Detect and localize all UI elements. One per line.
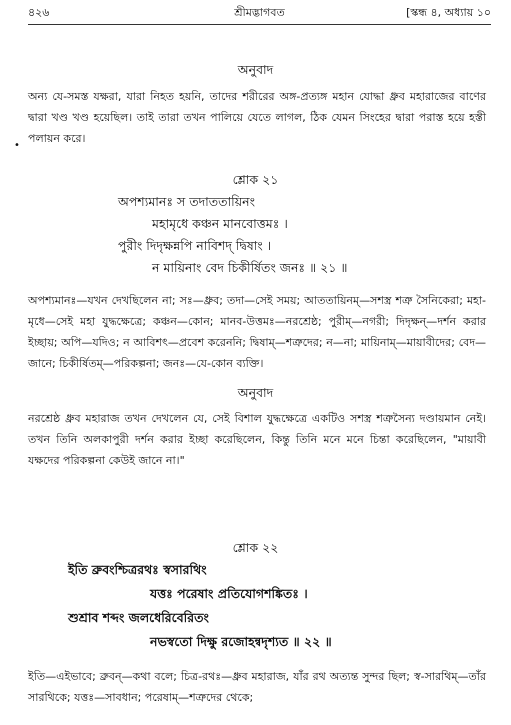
- verse-21-translation: নরশ্রেষ্ঠ ধ্রুব মহারাজ তখন দেখলেন যে, সেই বিশাল যুদ্ধক্ষেত্রে একটিও সশস্ত্র শত্রুসৈন্য দণ্ডায়মান নেই। তখন তিনি অলকাপুরী দর্শন করার ইচ্ছা করেছিলেন, কিন্তু তিনি মনে মনে চিন্তা করেছিলেন, "মায়াবী যক্ষদের পরিকল্পনা কেউই জানে না।": [28, 412, 486, 467]
- verse-22-line-1: ইতি ব্রুবংশ্চিত্ররথঃ স্বসারথিং: [68, 562, 207, 577]
- verse-21-line-4: ন মায়িনাং বেদ চিকীর্ষিতং জনঃ ॥ ২১ ॥: [152, 260, 348, 275]
- verse-21-label: শ্লোক ২১: [232, 172, 279, 187]
- verse-21-line-3: পুরীং দিদৃক্ষন্নপি নাবিশদ্ দ্বিষাং ।: [118, 238, 272, 253]
- translation-paragraph: অন্য যে-সমস্ত যক্ষরা, যারা নিহত হয়নি, তাদের শরীরের অঙ্গ-প্রত্যঙ্গ মহান যোদ্ধা ধ্রুব মহারাজের বাণের দ্বারা খণ্ড খণ্ড হয়েছিল। তাই তারা তখন পালিয়ে যেতে লাগল, ঠিক যেমন সিংহের দ্বারা পরাস্ত হয়ে হস্তী পলায়ন করে।: [28, 90, 486, 145]
- book-title: শ্রীমদ্ভাগবত: [234, 6, 285, 19]
- verse-22-synonyms: ইতি—এইভাবে; ব্রুবন্—কথা বলে; চিত্র-রথঃ—ধ্রুব মহারাজ, যাঁর রথ অত্যন্ত সুন্দর ছিল; স্ব-সারথিম্—তাঁর সারথিকে; যত্তঃ—সাবধান; পরেষাম্—শত্রুদের থেকে;: [28, 670, 486, 704]
- translation-heading: অনুবাদ: [237, 62, 274, 77]
- verse-21-line-2: মহামৃধে কঞ্চন মানবোত্তমঃ ।: [152, 216, 288, 231]
- verse-21-synonyms: অপশ্যমানঃ—যখন দেখছিলেন না; সঃ—ধ্রুব; তদা—সেই সময়; আততায়িনম্—সশস্ত্র শত্রু সৈনিকেরা; মহা-মৃধে—সেই মহা যুদ্ধক্ষেত্রে; কঞ্চন—কোন; মানব-উত্তমঃ—নরশ্রেষ্ঠ; পুরীম্—নগরী; দিদৃক্ষন্—দর্শন করার ইচ্ছায়; অপি—যদিও; ন আবিশৎ—প্রবেশ করেননি; দ্বিষাম্—শত্রুদের; ন—না; মায়িনাম্—মায়াবীদের; বেদ—জানে; চিকীর্ষিতম্—পরিকল্পনা; জনঃ—যে-কোন ব্যক্তি।: [28, 294, 486, 370]
- page-number: ৪২৬: [28, 6, 50, 19]
- chapter-reference: [স্কন্ধ ৪, অধ্যায় ১০: [406, 6, 491, 19]
- verse-22-label: শ্লোক ২২: [232, 540, 279, 555]
- verse-22-line-2: যত্তঃ পরেষাং প্রতিযোগশঙ্কিতঃ ।: [150, 586, 308, 601]
- page-header: [28, 4, 491, 25]
- verse-22-line-3: শুশ্রাব শব্দং জলধেরিবেরিতং: [68, 610, 209, 625]
- margin-bullet: •: [14, 140, 20, 151]
- verse-21-line-1: অপশ্যমানঃ স তদাততায়িনং: [118, 194, 255, 209]
- verse-22-line-4: নভস্বতো দিক্ষু রজোহন্বদৃশ্যত ॥ ২২ ॥: [150, 634, 332, 649]
- translation-heading-2: অনুবাদ: [237, 385, 274, 400]
